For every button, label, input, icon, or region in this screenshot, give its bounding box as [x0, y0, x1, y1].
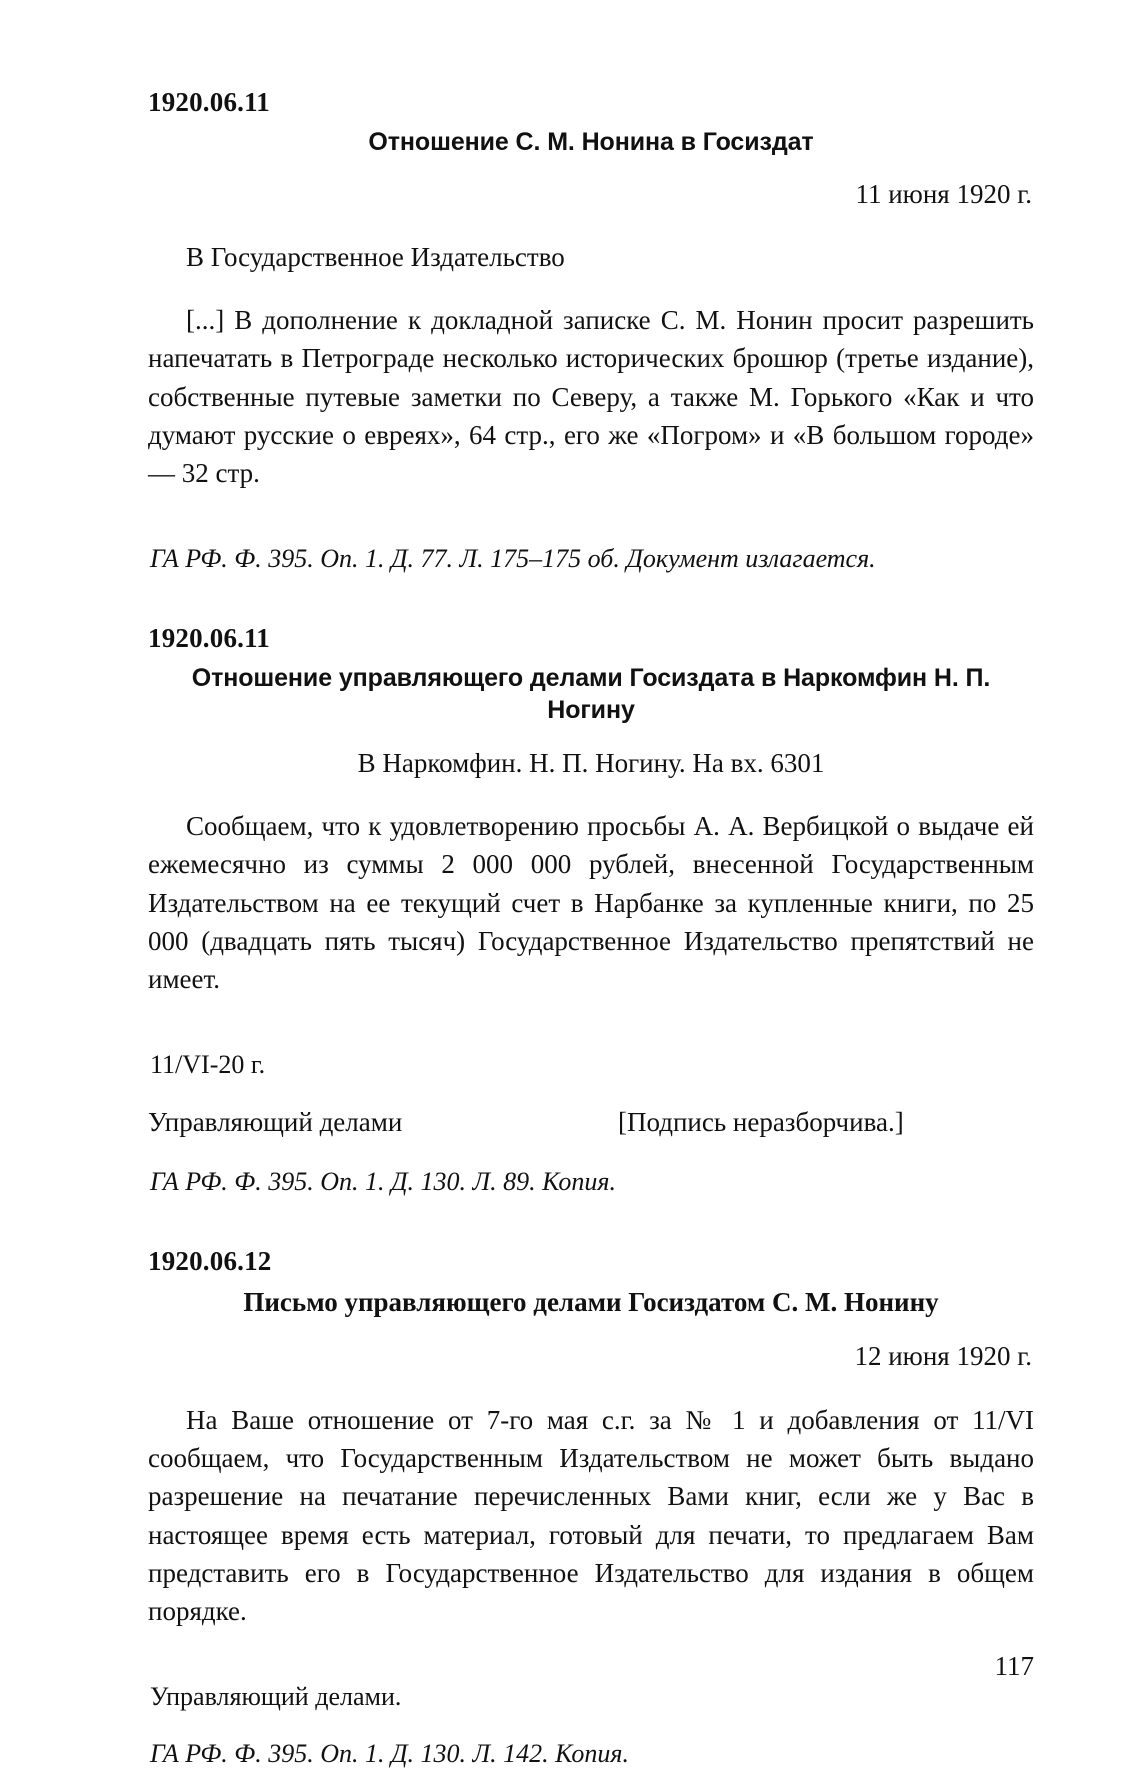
entry-title: Отношение управляющего делами Госиздата в Наркомфин Н. П. Ногину: [191, 663, 991, 725]
entry-addressee: В Государственное Издательство: [186, 241, 565, 272]
entry-paragraph: [...] В дополнение к докладной записке С. М. Нонин просит разрешить напечатать в Петрограде несколько исторических брошюр (третье издание), собственные путевые заметки по Северу, а также М. Горького «Как и что думают русские о евреях», 64 стр., его же «Погром» и «В большом городе» — 32 стр.: [148, 305, 1034, 489]
entry-title: Письмо управляющего делами Госиздатом С. М. Нонину: [243, 1287, 939, 1318]
document-entry-2: [148, 622, 1034, 1199]
spacer: [148, 515, 1034, 541]
entry-title: Отношение С. М. Нонина в Госиздат: [368, 127, 814, 156]
spacer: [148, 1021, 1034, 1047]
entry-source: ГА РФ. Ф. 395. Оп. 1. Д. 130. Л. 142. Копия.: [150, 1738, 630, 1768]
entry-source: ГА РФ. Ф. 395. Оп. 1. Д. 130. Л. 89. Копия.: [150, 1167, 617, 1197]
entry-dateline: 12 июня 1920 г.: [854, 1341, 1032, 1372]
signature-note: [Подпись неразборчива.]: [618, 1106, 904, 1137]
page-number: 117: [994, 1651, 1034, 1681]
signature-role: Управляющий делами: [148, 1106, 403, 1137]
entry-date-line: 11/VI-20 г.: [150, 1049, 266, 1079]
entry-addressee: В Наркомфин. Н. П. Ногину. На вх. 6301: [357, 747, 825, 778]
signature-role: Управляющий делами.: [150, 1681, 402, 1711]
signature-row: [148, 1104, 1034, 1140]
entry-date: 1920.06.11: [148, 622, 271, 653]
spacer: [148, 1653, 1034, 1679]
entry-paragraph: Сообщаем, что к удовлетворению просьбы А. А. Вербицкой о выдаче ей ежемесячно из суммы 2 000 000 рублей, внесенной Государственным Издательством на ее текущий счет в Нарбанке за купленные книги, по 25 000 (двадцать пять тысяч) Государственное Издательство препятствий не имеет.: [148, 811, 1034, 995]
entry-source: ГА РФ. Ф. 395. Оп. 1. Д. 77. Л. 175–175 об. Документ излагается.: [150, 543, 876, 573]
entry-separator: [148, 576, 1034, 622]
entry-separator: [148, 1199, 1034, 1245]
entry-date: 1920.06.11: [148, 87, 271, 117]
document-entry-3: [148, 1245, 1034, 1770]
document-entry-1: [148, 86, 1034, 576]
entry-date: 1920.06.12: [148, 1246, 272, 1277]
entry-dateline: 11 июня 1920 г.: [855, 179, 1032, 210]
entry-paragraph: На Ваше отношение от 7-го мая с.г. за № 1 и добавления от 11/VI сообщаем, что Государственным Издательством не может быть выдано разрешение на печатание перечисленных Вами книг, если же у Вас в настоящее время есть материал, готовый для печати, то предлагаем Вам представить его в Государственное Издательство для издания в общем порядке.: [148, 1404, 1034, 1627]
